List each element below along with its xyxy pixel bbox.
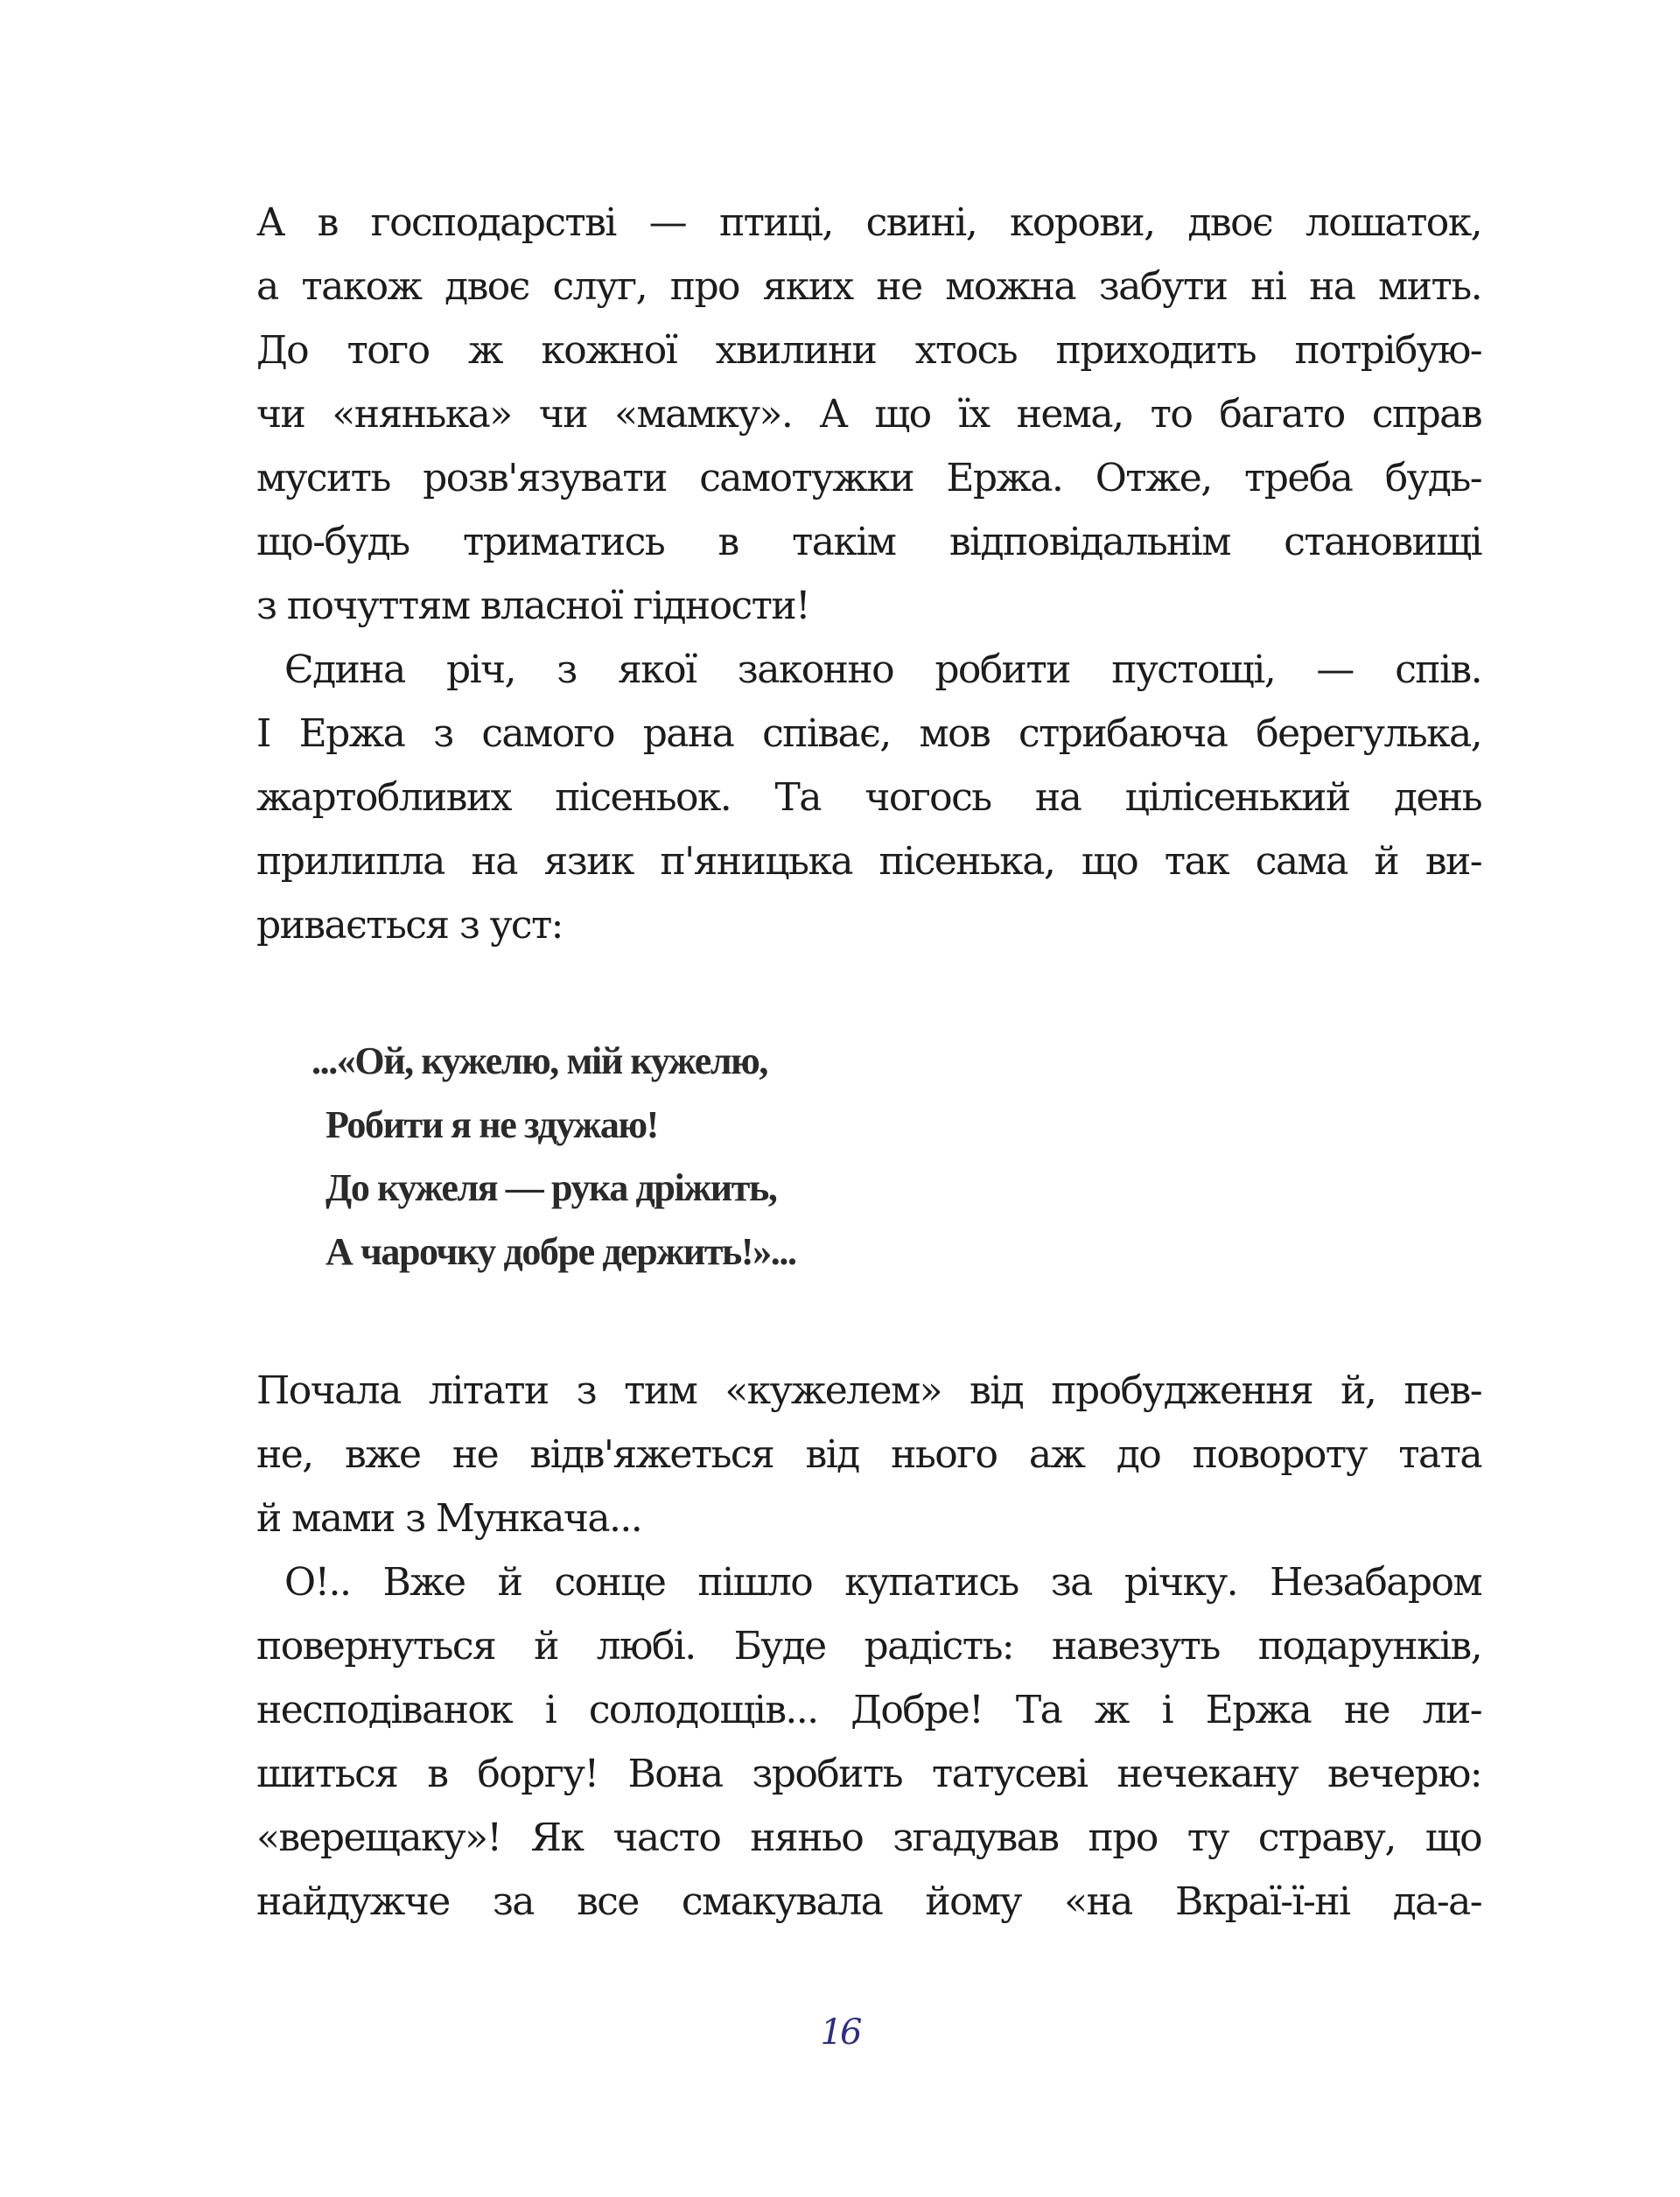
text-line: не, вже не відв'яжеться від нього аж до повороту тата <box>256 1432 1481 1477</box>
text-line: несподіванок і солодощів... Добре! Та ж і Ержа не ли- <box>256 1688 1481 1732</box>
poem-line: ...«Ой, кужелю, мій кужелю, <box>312 1039 767 1082</box>
text-line: прилипла на язик п'яницька пісенька, що так сама й ви- <box>256 839 1481 884</box>
poem-line: До кужеля — рука дріжить, <box>326 1166 777 1209</box>
text-line: й мами з Мункача... <box>256 1496 642 1541</box>
text-line: з почуттям власної гідности! <box>256 584 810 628</box>
text-line: До того ж кожної хвилини хтось приходить потрібую- <box>256 328 1481 373</box>
text-line: повернуться й любі. Буде радість: навезуть подарунків, <box>256 1624 1481 1669</box>
text-line: а також двоє слуг, про яких не можна забути ні на мить. <box>256 264 1481 309</box>
text-line: О!.. Вже й сонце пішло купатись за річку. Незабаром <box>284 1560 1481 1605</box>
poem-line: А чарочку добре держить!»... <box>326 1229 796 1273</box>
text-line: ривається з уст: <box>256 903 563 948</box>
text-line: Почала літати з тим «кужелем» від пробудження й, пев- <box>256 1368 1481 1413</box>
poem-line: Робити я не здужаю! <box>326 1102 658 1146</box>
text-line: найдужче за все смакувала йому «на Вкраї-ї-ні да-а- <box>256 1879 1481 1924</box>
body-text-top <box>256 191 1481 957</box>
text-line: І Ержа з самого рана співає, мов стрибаюча берегулька, <box>256 711 1481 756</box>
text-line: «верещаку»! Як часто няньо згадував про ту страву, що <box>256 1816 1481 1860</box>
page-number: 16 <box>820 2012 860 2053</box>
text-line: шиться в боргу! Вона зробить татусеві нечекану вечерю: <box>256 1752 1481 1796</box>
text-line: жартобливих пісеньок. Та чогось на цілісенький день <box>256 775 1481 820</box>
text-line: чи «нянька» чи «мамку». А що їх нема, то багато справ <box>256 392 1481 437</box>
text-line: Єдина річ, з якої законно робити пустощі, — спів. <box>284 647 1481 692</box>
text-line: що-будь триматись в такім відповідальнім становищі <box>256 520 1481 564</box>
text-line: мусить розв'язувати самотужки Ержа. Отже, треба будь- <box>256 456 1481 500</box>
text-line: А в господарстві — птиці, свині, корови, двоє лошаток, <box>256 200 1481 245</box>
body-text-bottom <box>256 1359 1481 1934</box>
poem-verse <box>312 1030 1099 1284</box>
